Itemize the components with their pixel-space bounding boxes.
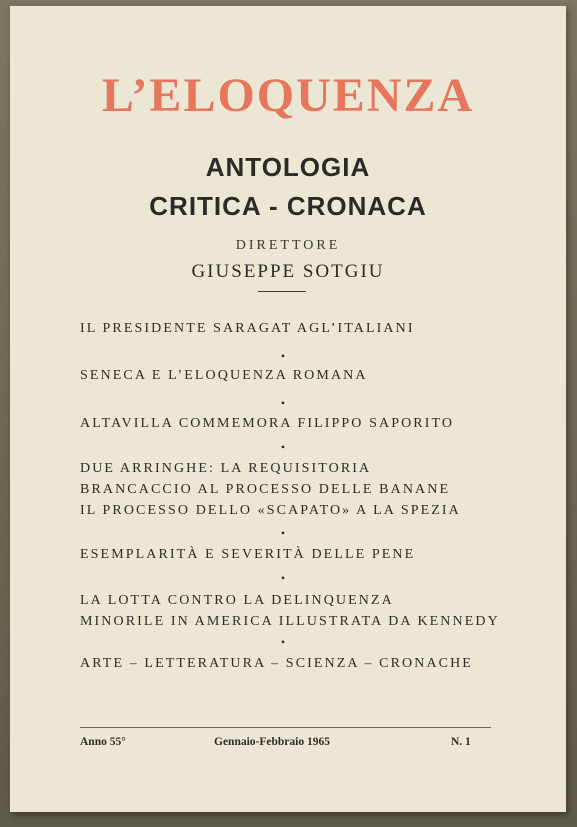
subtitle-critique-chronicle: CRITICA - CRONACA bbox=[149, 191, 427, 221]
contents-line: ARTE – LETTERATURA – SCIENZA – CRONACHE bbox=[80, 656, 473, 671]
director-label: DIRETTORE bbox=[235, 238, 341, 253]
contents-entry-3 bbox=[80, 413, 486, 434]
director-name: GIUSEPPE SOTGIU bbox=[191, 261, 385, 282]
contents-line: ALTAVILLA COMMEMORA FILIPPO SAPORITO bbox=[80, 416, 455, 431]
year-label: Anno 55° bbox=[80, 736, 126, 748]
contents-line: BRANCACCIO AL PROCESSO DELLE BANANE bbox=[80, 482, 451, 497]
separator-dot: • bbox=[280, 571, 286, 585]
contents-line: IL PROCESSO DELLO «SCAPATO» A LA SPEZIA bbox=[80, 503, 461, 518]
separator-dot: • bbox=[280, 526, 286, 540]
footer-rule bbox=[80, 727, 491, 728]
contents-line: DUE ARRINGHE: LA REQUISITORIA bbox=[80, 461, 372, 476]
contents-line: IL PRESIDENTE SARAGAT AGL’ITALIANI bbox=[80, 321, 415, 336]
contents-line: ESEMPLARITÀ E SEVERITÀ DELLE PENE bbox=[80, 547, 416, 562]
separator-dot: • bbox=[280, 396, 286, 410]
contents-line: MINORILE IN AMERICA ILLUSTRATA DA KENNEDY bbox=[80, 614, 500, 629]
subtitle-anthology: ANTOLOGIA bbox=[205, 152, 371, 182]
issue-number: N. 1 bbox=[451, 736, 471, 748]
contents-line: LA LOTTA CONTRO LA DELINQUENZA bbox=[80, 593, 394, 608]
contents-entry-2 bbox=[80, 365, 486, 386]
separator-dot: • bbox=[280, 440, 286, 454]
contents-entry-5 bbox=[80, 544, 486, 565]
separator-dot: • bbox=[280, 349, 286, 363]
contents-entry-6 bbox=[80, 590, 500, 632]
magazine-cover bbox=[10, 6, 566, 812]
contents-line: SENECA E L’ELOQUENZA ROMANA bbox=[80, 368, 368, 383]
issue-date: Gennaio-Febbraio 1965 bbox=[214, 736, 330, 748]
masthead-title: L’ELOQUENZA bbox=[101, 69, 475, 122]
separator-dot: • bbox=[280, 635, 286, 649]
contents-entry-1 bbox=[80, 318, 486, 339]
contents-entry-7 bbox=[80, 653, 486, 674]
title-divider bbox=[258, 291, 306, 292]
contents-entry-4 bbox=[80, 458, 486, 521]
